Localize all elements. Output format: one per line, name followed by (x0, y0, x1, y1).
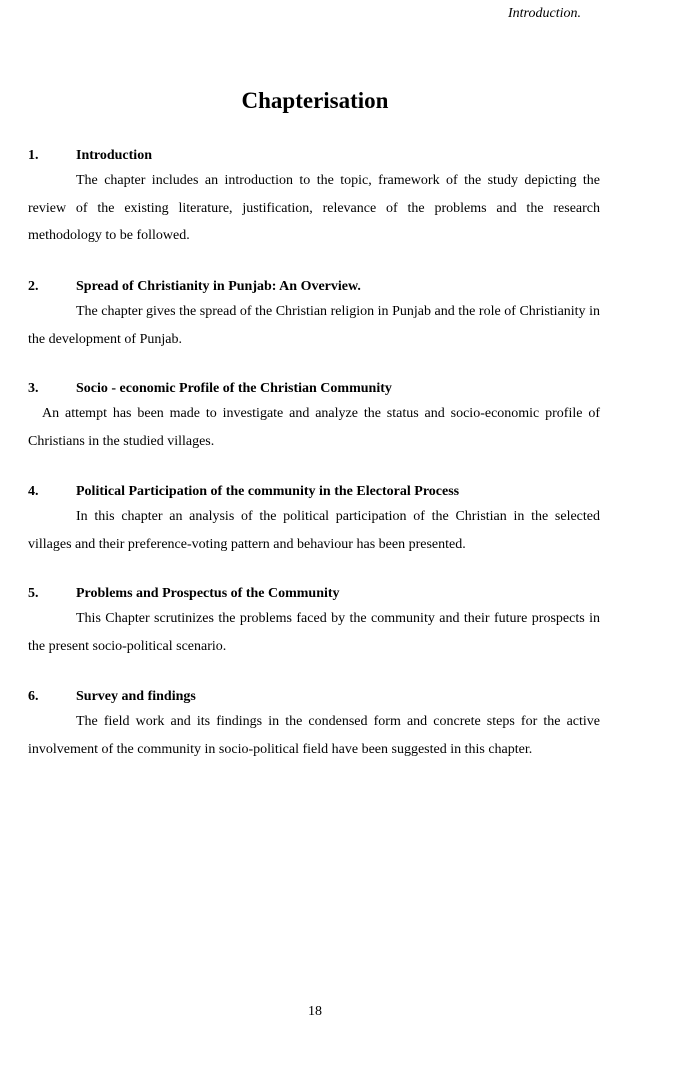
section-body: In this chapter an analysis of the political participation of the Christian in the selected villages and their preference-voting pattern and behaviour has been presented. (28, 509, 600, 552)
section-heading (28, 378, 600, 400)
section-heading (28, 481, 600, 503)
section-number: 2. (28, 279, 39, 294)
section-body: The chapter includes an introduction to the topic, framework of the study depicting the review of the existing literature, justification, relevance of the problems and the research methodology to be followed. (28, 173, 600, 243)
section-political-participation (28, 481, 600, 558)
section-title: Socio - economic Profile of the Christian Community (76, 381, 392, 396)
section-title: Survey and findings (76, 689, 196, 704)
section-heading (28, 583, 600, 605)
section-number: 5. (28, 586, 39, 601)
section-heading (28, 276, 600, 298)
section-number: 3. (28, 381, 39, 396)
section-title: Introduction (76, 148, 152, 163)
section-spread-of-christianity (28, 276, 600, 353)
section-introduction (28, 145, 600, 250)
page-title: Chapterisation (241, 88, 389, 113)
section-heading (28, 686, 600, 708)
section-number: 4. (28, 484, 39, 499)
section-heading (28, 145, 600, 167)
section-title: Problems and Prospectus of the Community (76, 586, 340, 601)
section-socio-economic-profile (28, 378, 600, 455)
section-problems-and-prospectus (28, 583, 600, 660)
section-body: An attempt has been made to investigate and analyze the status and socio-economic profile of Christians in the studied villages. (28, 406, 600, 449)
section-number: 1. (28, 148, 39, 163)
running-header: Introduction. (508, 6, 581, 21)
section-body: This Chapter scrutinizes the problems faced by the community and their future prospects in the present socio-political scenario. (28, 611, 600, 654)
section-title: Spread of Christianity in Punjab: An Overview. (76, 279, 361, 294)
page-number: 18 (308, 1004, 322, 1019)
section-survey-and-findings (28, 686, 600, 763)
section-body: The chapter gives the spread of the Christian religion in Punjab and the role of Christianity in the development of Punjab. (28, 304, 600, 347)
section-body: The field work and its findings in the condensed form and concrete steps for the active involvement of the community in socio-political field have been suggested in this chapter. (28, 714, 600, 757)
section-number: 6. (28, 689, 39, 704)
section-title: Political Participation of the community in the Electoral Process (76, 484, 460, 499)
